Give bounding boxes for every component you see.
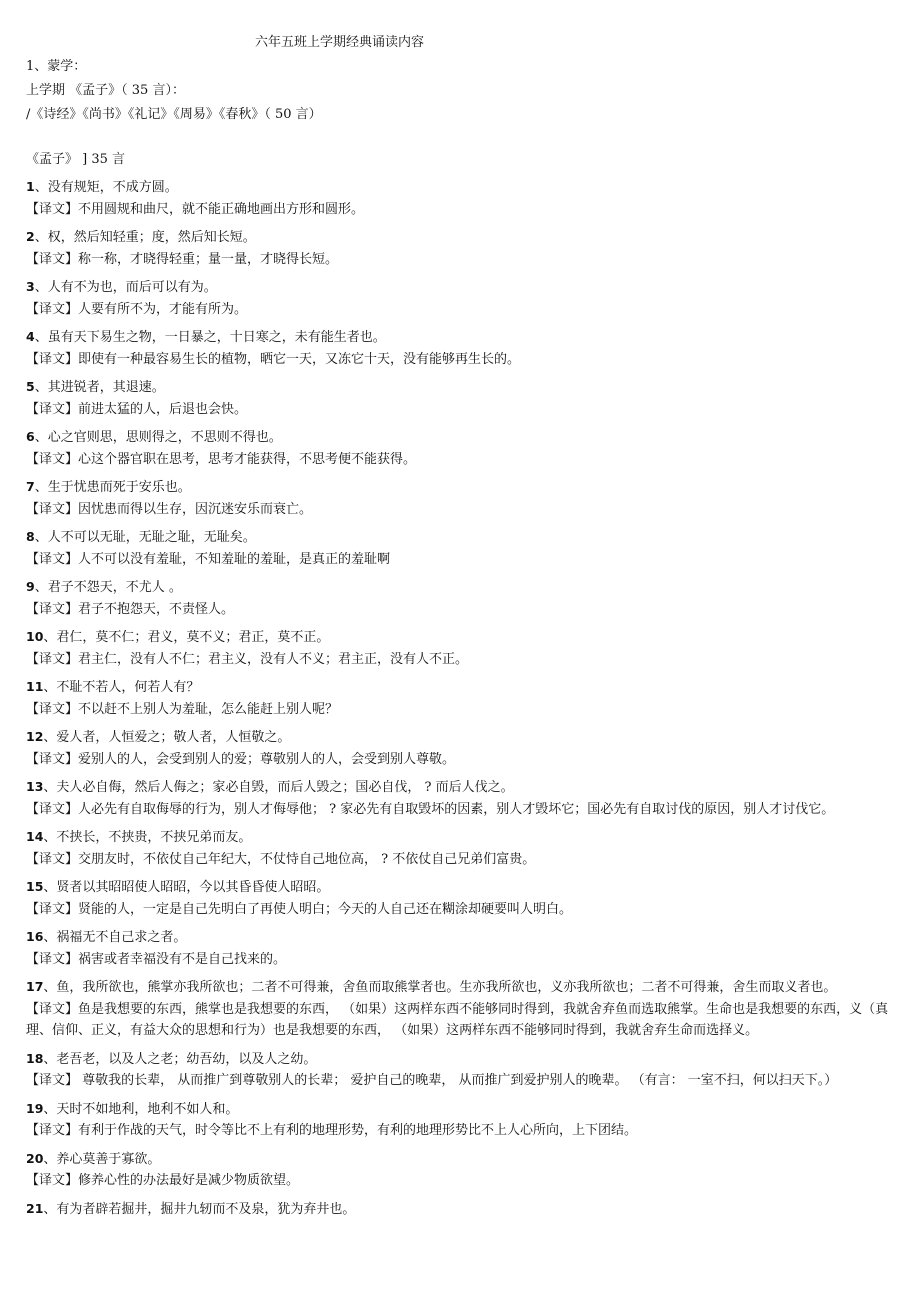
translation-tag: 【译文】 (26, 301, 79, 317)
translation-tag: 【译文】 (26, 501, 79, 517)
entry-number: 7 (26, 479, 35, 494)
entry-quote-text: 、爱人者，人恒爱之；敬人者，人恒敬之。 (43, 730, 291, 745)
entry-translation-text: 尊敬我的长辈， 从而推广到尊敬别人的长辈； 爱护自己的晚辈， 从而推广到爱护别人的晚辈。 （有言： 一室不扫，何以扫天下。） (78, 1073, 838, 1088)
entry-translation (26, 699, 892, 721)
entry-translation-text: 即使有一种最容易生长的植物，晒它一天，又冻它十天，没有能够再生长的。 (78, 351, 521, 367)
entry-translation-text: 祸害或者幸福没有不是自己找来的。 (78, 951, 287, 967)
entry-quote-text: 、君子不怨天，不尤人 。 (34, 580, 182, 595)
entry-translation (26, 399, 892, 421)
entry-number: 5 (26, 379, 35, 394)
entry-translation (26, 799, 892, 821)
entry-translation (26, 1170, 892, 1192)
entry-translation-text: 贤能的人，一定是自己先明白了再使人明白；今天的人自己还在糊涂却硬要叫人明白。 (78, 901, 573, 917)
entry-translation (26, 899, 892, 921)
translation-tag: 【译文】 (26, 851, 79, 867)
entry-number: 21 (26, 1200, 44, 1216)
entry-translation-text: 爱别人的人，会受到别人的爱；尊敬别人的人，会受到别人尊敬。 (78, 751, 456, 767)
entry-quote (26, 676, 892, 699)
entry-translation (26, 449, 892, 471)
translation-tag: 【译文】 (26, 901, 79, 917)
entry (26, 776, 892, 820)
entry-translation-text: 人要有所不为，才能有所为。 (78, 301, 248, 317)
entry-translation (26, 349, 892, 371)
entry-translation-text: 因忧患而得以生存，因沉迷安乐而衰亡。 (78, 501, 313, 517)
entry-translation-text: 人必先有自取侮辱的行为，别人才侮辱他； ? 家必先有自取毁坏的因素，别人才毁坏它；国必先有自取讨伐的原因，别人才讨伐它。 (78, 801, 835, 817)
entry-quote (26, 1148, 892, 1171)
entry (26, 876, 892, 920)
entry-translation (26, 649, 892, 671)
entry-number: 14 (26, 829, 44, 844)
entry-quote (26, 626, 892, 649)
section-header: 《孟子》 ] 35 言 (26, 152, 126, 167)
entry-number: 13 (26, 779, 44, 794)
entry-quote-text: 、鱼，我所欲也，熊掌亦我所欲也；二者不可得兼，舍鱼而取熊掌者也。生亦我所欲也，义亦我所欲也；二者不可得兼，舍生而取义者也。 (43, 980, 837, 995)
entry-quote-text: 、祸福无不自己求之者。 (43, 930, 187, 945)
entry (26, 826, 892, 870)
entry (26, 426, 892, 470)
entry-translation-text: 不以赶不上别人为羞耻，怎么能赶上别人呢？ (78, 701, 339, 717)
entry-number: 8 (26, 529, 35, 544)
entry (26, 576, 892, 620)
entry-quote (26, 876, 892, 899)
entry-quote-text: 、心之官则思，思则得之，不思则不得也。 (34, 430, 282, 445)
entry-quote (26, 1098, 892, 1121)
entry-translation (26, 199, 892, 221)
entry-translation-text: 君子不抱怨天，不责怪人。 (78, 601, 235, 617)
translation-tag: 【译文】 (26, 351, 79, 367)
entry-number: 2 (26, 229, 35, 244)
entry-number: 18 (26, 1050, 44, 1066)
entry-quote-text: 、不挟长，不挟贵，不挟兄弟而友。 (43, 830, 252, 845)
entry-quote-text: 、不耻不若人，何若人有？ (43, 680, 200, 695)
entry-quote (26, 276, 892, 299)
translation-tag: 【译文】 (26, 251, 79, 267)
entry (26, 226, 892, 270)
entry-quote-text: 、没有规矩，不成方圆。 (34, 180, 178, 195)
entry-number: 19 (26, 1100, 44, 1116)
entry-quote-text: 、有为者辟若掘井，掘井九轫而不及泉，犹为弃井也。 (43, 1201, 356, 1217)
translation-tag: 【译文】 (26, 401, 79, 417)
entry-quote (26, 226, 892, 249)
entry-quote-text: 、其进锐者，其退速。 (34, 380, 165, 395)
entry-number: 16 (26, 929, 44, 944)
entry-translation (26, 299, 892, 321)
entry-translation (26, 1070, 892, 1092)
entry-quote-text: 、老吾老，以及人之老；幼吾幼，以及人之幼。 (43, 1051, 317, 1067)
entry-quote (26, 426, 892, 449)
entry-quote (26, 476, 892, 499)
entry-translation (26, 599, 892, 621)
translation-tag: 【译文】 (26, 551, 79, 567)
entry-number: 4 (26, 329, 35, 344)
entry-quote-text: 、君仁，莫不仁；君义，莫不义；君正，莫不正。 (43, 630, 330, 645)
document-title: 六年五班上学期经典诵读内容 (255, 35, 425, 50)
entry-quote (26, 526, 892, 549)
entry-translation-text: 有利于作战的天气，时令等比不上有利的地理形势，有利的地理形势比不上人心所向，上下团结。 (78, 1123, 638, 1138)
entry-quote-text: 、人不可以无耻，无耻之耻，无耻矣。 (34, 530, 256, 545)
entry-quote (26, 1198, 892, 1221)
translation-tag: 【译文】 (26, 1073, 79, 1088)
entry (26, 926, 892, 970)
entry (26, 1198, 892, 1221)
entry-translation-text: 心这个器官职在思考，思考才能获得，不思考便不能获得。 (78, 451, 417, 467)
entry (26, 476, 892, 520)
entry-translation-text: 不用圆规和曲尺，就不能正确地画出方形和圆形。 (78, 201, 365, 217)
entry-quote-text: 、天时不如地利，地利不如人和。 (43, 1101, 239, 1117)
translation-tag: 【译文】 (26, 801, 79, 817)
entry-translation-text: 修养心性的办法最好是减少物质欲望。 (78, 1173, 300, 1188)
entry-number: 20 (26, 1150, 44, 1166)
entry-quote-text: 、贤者以其昭昭使人昭昭，今以其昏昏使人昭昭。 (43, 880, 330, 895)
entry-translation (26, 549, 892, 571)
entry-number: 12 (26, 729, 44, 744)
translation-tag: 【译文】 (26, 1173, 79, 1188)
entry-translation-text: 鱼是我想要的东西，熊掌也是我想要的东西， （如果）这两样东西不能够同时得到，我就舍弃鱼而选取熊掌。生命也是我想要的东西，义（真理、信仰、正义，有益大众的思想和行为）也是我想要的东西， （如果）这两样东西不能够同时得到，我就舍弃生命而选择义。 (26, 1001, 889, 1038)
entry-quote-text: 、虽有天下易生之物，一日暴之，十日寒之，未有能生者也。 (34, 330, 386, 345)
entry-translation (26, 949, 892, 971)
entry-translation (26, 999, 892, 1042)
entry-number: 17 (26, 979, 44, 994)
entry (26, 726, 892, 770)
entry (26, 376, 892, 420)
entry-quote-text: 、养心莫善于寡欲。 (43, 1151, 161, 1167)
entry (26, 276, 892, 320)
translation-tag: 【译文】 (26, 701, 79, 717)
entry-quote (26, 376, 892, 399)
entry-translation-text: 称一称，才晓得轻重；量一量，才晓得长短。 (78, 251, 339, 267)
entry-quote (26, 826, 892, 849)
entry-quote (26, 776, 892, 799)
entry-translation (26, 1120, 892, 1142)
intro-line: 1、蒙学： (26, 59, 87, 74)
translation-tag: 【译文】 (26, 651, 79, 667)
translation-tag: 【译文】 (26, 1001, 79, 1017)
entry-translation (26, 849, 892, 871)
translation-tag: 【译文】 (26, 451, 79, 467)
entry (26, 1098, 892, 1142)
entry-number: 1 (26, 179, 35, 194)
entry-quote-text: 、权，然后知轻重；度，然后知长短。 (34, 230, 256, 245)
entry-list (26, 176, 892, 1226)
intro-block (26, 55, 896, 127)
intro-line: 上学期 《孟子》（ 35 言）： (26, 83, 185, 98)
entry-translation-text: 前进太猛的人，后退也会快。 (78, 401, 248, 417)
translation-tag: 【译文】 (26, 201, 79, 217)
entry (26, 626, 892, 670)
entry-quote (26, 926, 892, 949)
entry-quote (26, 576, 892, 599)
entry-number: 3 (26, 279, 35, 294)
entry-quote (26, 326, 892, 349)
entry-number: 9 (26, 579, 35, 594)
translation-tag: 【译文】 (26, 1123, 79, 1138)
entry (26, 976, 892, 1042)
entry (26, 176, 892, 220)
entry-quote (26, 176, 892, 199)
translation-tag: 【译文】 (26, 751, 79, 767)
entry-translation (26, 499, 892, 521)
entry-number: 11 (26, 679, 44, 694)
entry-number: 10 (26, 629, 44, 644)
translation-tag: 【译文】 (26, 601, 79, 617)
entry-translation (26, 749, 892, 771)
entry-quote (26, 726, 892, 749)
entry-quote-text: 、夫人必自侮，然后人侮之；家必自毁，而后人毁之；国必自伐， ? 而后人伐之。 (43, 780, 514, 795)
entry-quote (26, 1048, 892, 1071)
entry (26, 326, 892, 370)
entry-quote (26, 976, 892, 999)
entry (26, 1048, 892, 1092)
translation-tag: 【译文】 (26, 951, 79, 967)
entry-translation (26, 249, 892, 271)
entry-translation-text: 交朋友时，不依仗自己年纪大，不仗恃自己地位高， ? 不依仗自己兄弟们富贵。 (78, 851, 536, 867)
entry-number: 6 (26, 429, 35, 444)
entry-number: 15 (26, 879, 44, 894)
entry (26, 1148, 892, 1192)
entry-translation-text: 君主仁，没有人不仁；君主义，没有人不义；君主正，没有人不正。 (78, 651, 469, 667)
entry-quote-text: 、生于忧患而死于安乐也。 (34, 480, 191, 495)
entry (26, 676, 892, 720)
entry (26, 526, 892, 570)
entry-quote-text: 、人有不为也，而后可以有为。 (34, 280, 217, 295)
entry-translation-text: 人不可以没有羞耻，不知羞耻的羞耻，是真正的羞耻啊 (78, 551, 391, 567)
intro-line: /《诗经》《尚书》《礼记》《周易》《春秋》（ 50 言） (26, 107, 322, 122)
